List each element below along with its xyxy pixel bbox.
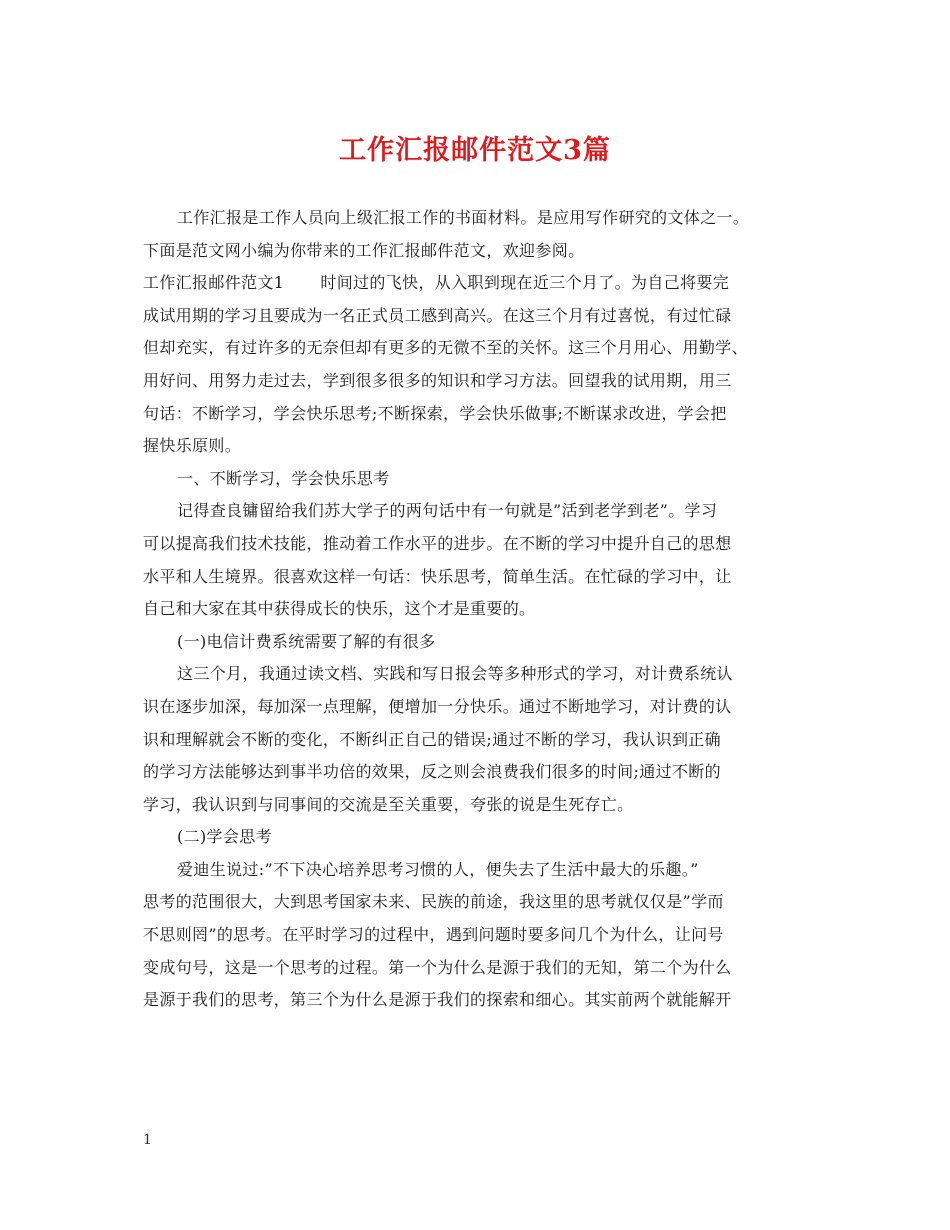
text-line: 这三个月，我通过读文档、实践和写日报会等多种形式的学习，对计费系统认: [177, 664, 733, 684]
text-line: 工作汇报是工作人员向上级汇报工作的书面材料。是应用写作研究的文体之一。: [177, 208, 750, 227]
text-line: 识在逐步加深，每加深一点理解，便增加一分快乐。通过不断地学习，对计费的认: [143, 696, 732, 716]
text-line: 识和理解就会不断的变化，不断纠正自己的错误;通过不断的学习，我认识到正确: [143, 729, 721, 749]
text-line: (二)学会思考: [177, 827, 272, 847]
text-line: 记得查良镛留给我们苏大学子的两句话中有一句就是”活到老学到老”。学习: [177, 501, 718, 521]
text-line: 下面是范文网小编为你带来的工作汇报邮件范文，欢迎参阅。: [143, 240, 585, 260]
text-line: 变成句号，这是一个思考的过程。第一个为什么是源于我们的无知，第二个为什么: [143, 957, 732, 977]
text-line: 成试用期的学习且要成为一名正式员工感到高兴。在这三个月有过喜悦，有过忙碌: [143, 305, 732, 325]
document-body: [143, 202, 815, 1017]
text-line: 握快乐原则。: [143, 436, 242, 456]
text-line: 用好问、用努力走过去，学到很多很多的知识和学习方法。回望我的试用期，用三: [143, 370, 732, 390]
text-line: 但却充实，有过许多的无奈但却有更多的无微不至的关怀。这三个月用心、用勤学、: [143, 338, 748, 358]
text-line: 思考的范围很大，大到思考国家未来、民族的前途，我这里的思考就仅仅是”学而: [143, 892, 724, 912]
text-line: 是源于我们的思考，第三个为什么是源于我们的探索和细心。其实前两个就能解开: [143, 990, 732, 1010]
text-line: 的学习方法能够达到事半功倍的效果，反之则会浪费我们很多的时间;通过不断的: [143, 762, 721, 782]
text-line: 学习，我认识到与同事间的交流是至关重要，夸张的说是生死存亡。: [143, 794, 634, 814]
text-line: 句话：不断学习，学会快乐思考;不断探索，学会快乐做事;不断谋求改进，学会把: [143, 403, 727, 423]
text-line: 水平和人生境界。很喜欢这样一句话：快乐思考，简单生活。在忙碌的学习中，让: [143, 566, 732, 586]
text-line: [143, 267, 815, 300]
line-text: 时间过的飞快，从入职到现在近三个月了。为自己将要完: [320, 273, 730, 293]
section-heading: 工作汇报邮件范文1: [143, 273, 285, 293]
document-title: 工作汇报邮件范文3篇: [339, 135, 611, 166]
text-line: (一)电信计费系统需要了解的有很多: [177, 631, 436, 651]
text-line: 自己和大家在其中获得成长的快乐，这个才是重要的。: [143, 599, 536, 619]
text-line: 爱迪生说过:”不下决心培养思考习惯的人，便失去了生活中最大的乐趣。”: [177, 859, 699, 879]
text-line: 一、不断学习，学会快乐思考: [177, 468, 390, 488]
text-line: 可以提高我们技术技能，推动着工作水平的进步。在不断的学习中提升自己的思想: [143, 533, 732, 553]
page-number: 1: [143, 1132, 152, 1148]
text-line: 不思则罔”的思考。在平时学习的过程中，遇到问题时要多问几个为什么，让问号: [143, 925, 724, 945]
